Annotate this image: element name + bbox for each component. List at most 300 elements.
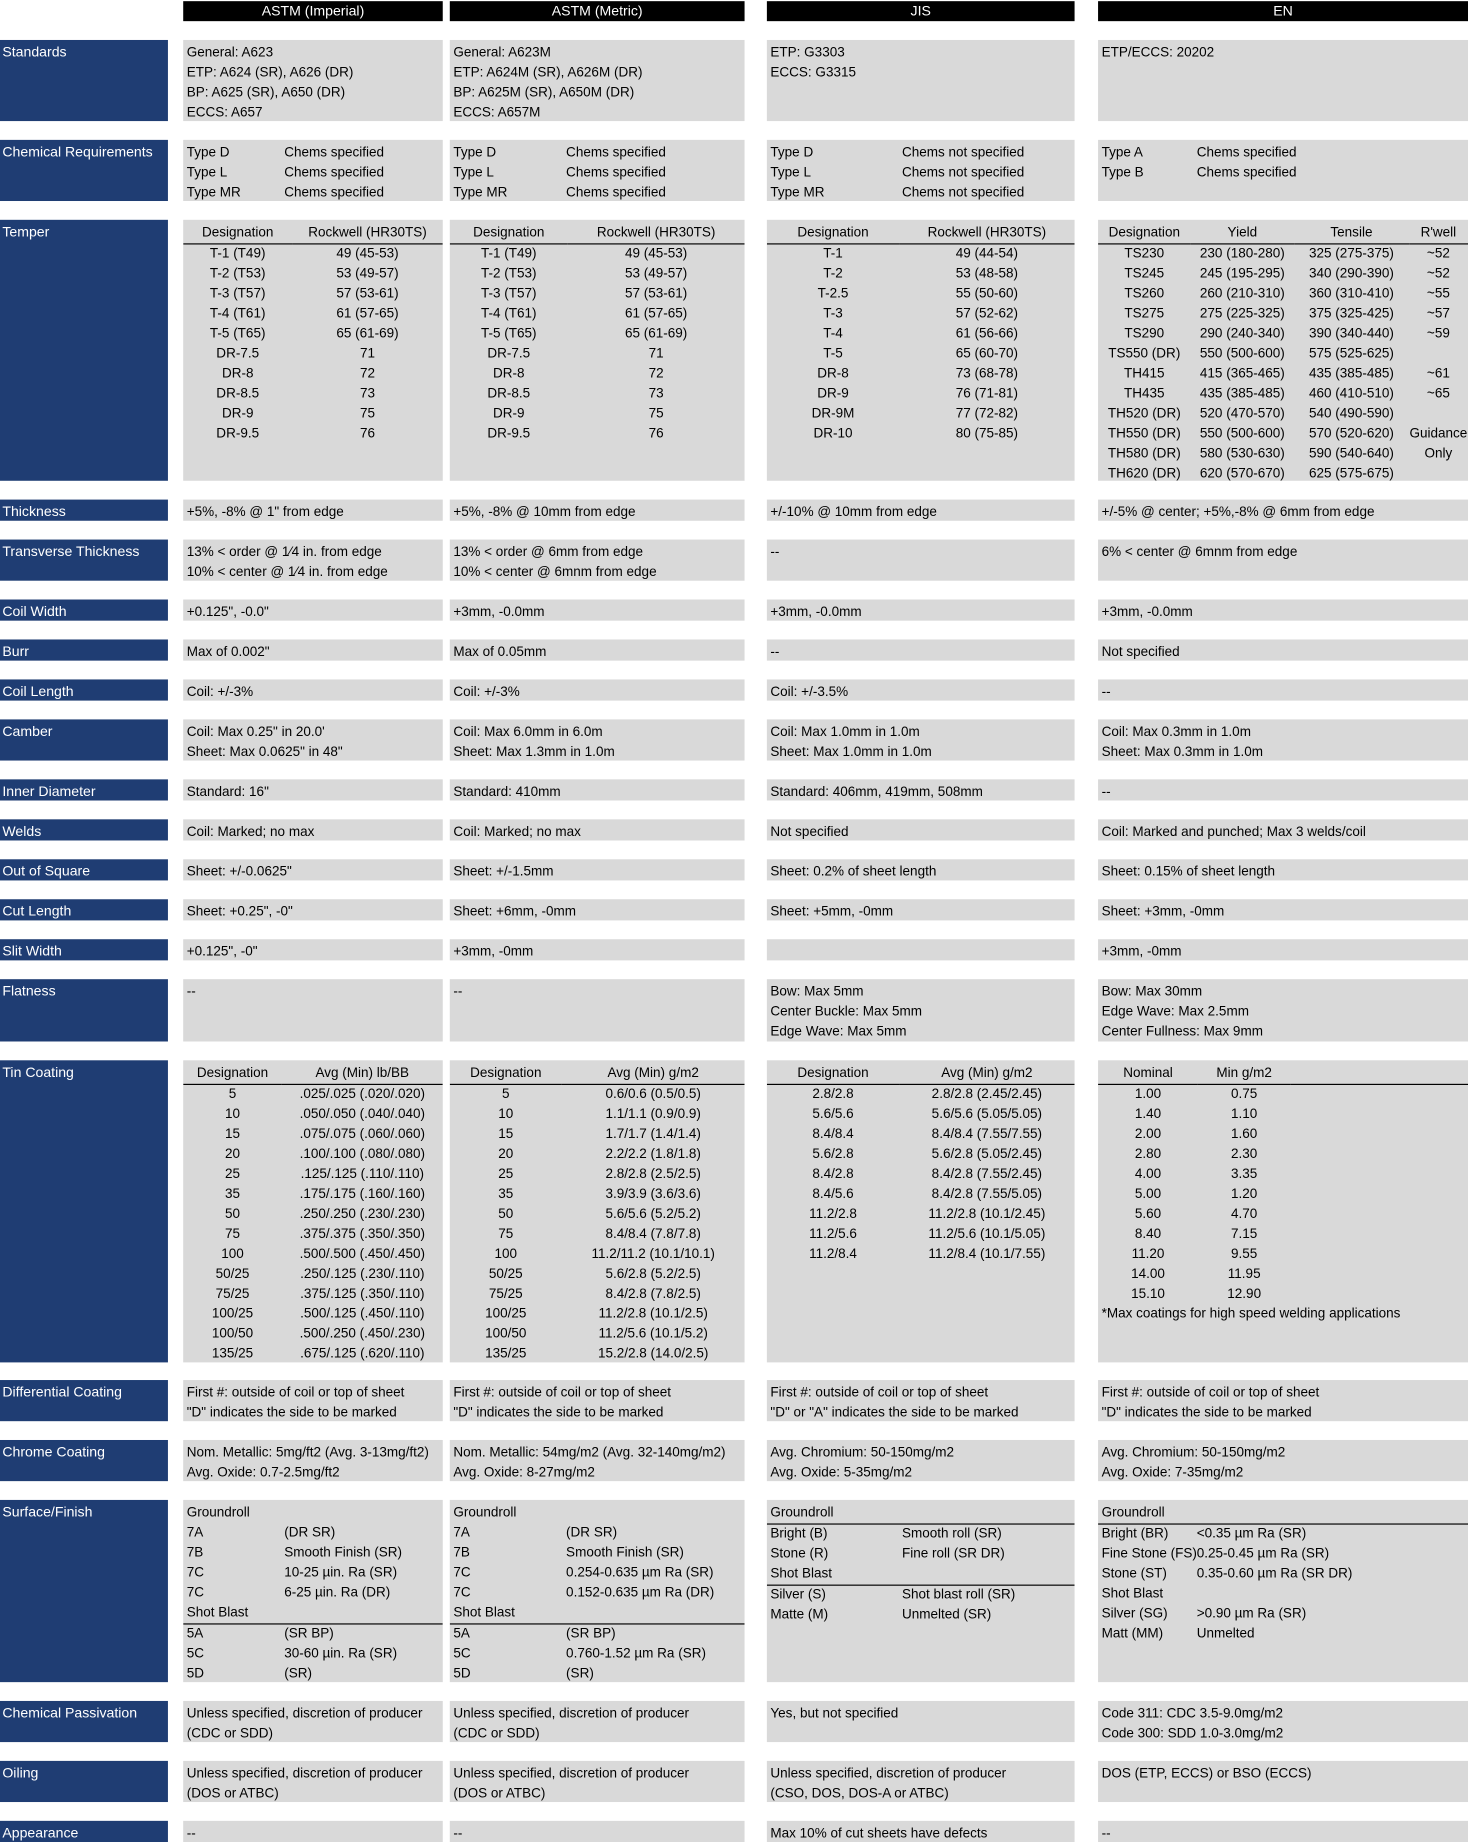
spec-cell <box>450 1761 745 1802</box>
line-text: -- <box>453 1826 463 1841</box>
table-cell: TH415 <box>1124 366 1165 381</box>
spec-cell <box>1098 40 1468 121</box>
spec-cell <box>450 1440 745 1481</box>
table-cell: 75 <box>648 406 664 421</box>
spec-cell <box>450 899 745 920</box>
line-text: Coil: Max 1.0mm in 1.0m <box>770 725 920 740</box>
table-cell: 390 (340-440) <box>1309 326 1394 341</box>
table-cell: 375 (325-425) <box>1309 306 1394 321</box>
row-label: Slit Width <box>0 939 168 960</box>
table-cell: 2.8/2.8 (2.5/2.5) <box>605 1167 701 1182</box>
table-cell: 57 (53-61) <box>336 286 399 301</box>
table-row <box>183 1185 443 1205</box>
line-text: Not specified <box>770 825 849 840</box>
spec-cell <box>450 600 745 621</box>
table-cell: 100/50 <box>485 1327 527 1342</box>
line-text: Type D <box>453 145 497 160</box>
line-text: Max of 0.002" <box>186 645 270 660</box>
table-cell: TH435 <box>1124 386 1165 401</box>
row-label: Coil Width <box>0 600 168 621</box>
spec-line <box>1102 1824 1466 1842</box>
table-header-row <box>183 223 443 244</box>
table-row <box>1098 1185 1468 1205</box>
spec-line <box>187 603 441 621</box>
table-cell: ~65 <box>1426 386 1450 401</box>
table-cell: T-2 (T53) <box>480 266 537 281</box>
table-row <box>450 364 745 384</box>
table-cell: 14.00 <box>1131 1267 1165 1282</box>
table-row <box>1098 364 1468 384</box>
table-header-cell: Tensile <box>1294 223 1409 244</box>
table-row <box>450 1205 745 1225</box>
row-label: Thickness <box>0 500 168 521</box>
table-row <box>183 1225 443 1245</box>
spec-line <box>770 863 1072 881</box>
spec-cell <box>767 220 1075 481</box>
line-text: Yes, but not specified <box>770 1706 899 1721</box>
spec-cell <box>1098 500 1468 521</box>
table-row <box>1098 464 1468 480</box>
spec-cell <box>183 540 443 581</box>
spec-cell <box>767 779 1075 800</box>
spec-line <box>453 603 742 621</box>
table-cell: DR-9.5 <box>216 426 260 441</box>
row-label: Appearance <box>0 1821 168 1842</box>
line-value: Unmelted (SR) <box>901 1608 992 1623</box>
table-row <box>767 264 1075 284</box>
spec-line <box>1102 783 1466 801</box>
table-cell: 5.60 <box>1134 1207 1162 1222</box>
spec-line <box>187 1444 441 1464</box>
table-row <box>1098 264 1468 284</box>
row-label: Coil Length <box>0 679 168 700</box>
spec-line <box>453 103 742 121</box>
spec-cell <box>1098 639 1468 660</box>
line-value: Chems specified <box>566 185 666 200</box>
row-label: Inner Diameter <box>0 779 168 800</box>
line-value: (DR SR) <box>566 1525 618 1540</box>
spec-cell <box>450 1701 745 1742</box>
table-cell: DR-8 <box>817 366 849 381</box>
table-row <box>183 344 443 364</box>
table-cell <box>1409 404 1468 424</box>
line-text: 7C <box>453 1565 471 1580</box>
line-text: ETP: A624 (SR), A626 (DR) <box>186 65 354 80</box>
table-cell: 435 (385-485) <box>1199 386 1285 401</box>
table-row <box>1098 1105 1468 1125</box>
line-text: BP: A625 (SR), A650 (DR) <box>186 85 346 100</box>
table-header-cell: Designation <box>450 1064 562 1085</box>
table-row <box>767 1205 1075 1225</box>
table-row <box>767 244 1075 265</box>
line-text: Unless specified, discretion of producer <box>770 1766 1007 1781</box>
table-cell: 12.90 <box>1227 1287 1262 1302</box>
table-header-row <box>767 1064 1075 1085</box>
table-cell: 325 (275-375) <box>1309 246 1394 261</box>
table-cell: TH520 (DR) <box>1107 406 1181 421</box>
table-cell: 73 <box>359 386 375 401</box>
line-value: Chems not specified <box>901 165 1025 180</box>
table-cell: 49 (45-53) <box>624 246 688 261</box>
spec-line <box>187 163 441 183</box>
line-text: Sheet: +0.25", -0" <box>186 905 293 920</box>
table-row <box>183 1245 443 1265</box>
line-text: Type A <box>1101 145 1143 160</box>
line-value: (SR) <box>284 1666 312 1681</box>
spec-line <box>1102 1704 1466 1724</box>
line-text: Silver (S) <box>770 1588 826 1603</box>
table-cell: T-5 <box>823 346 843 361</box>
line-text: 5D <box>186 1666 204 1681</box>
spec-line <box>453 1463 742 1481</box>
table-cell: TH550 (DR) <box>1107 426 1181 441</box>
row-label: Out of Square <box>0 859 168 880</box>
table-cell: T-4 <box>823 326 843 341</box>
spec-cell <box>450 1821 745 1842</box>
line-value: Chems not specified <box>901 145 1025 160</box>
spec-line <box>453 163 742 183</box>
line-text: 13% < order @ 6mm from edge <box>453 545 644 560</box>
spec-cell <box>183 859 443 880</box>
line-text: Avg. Oxide: 8-27mg/m2 <box>453 1465 595 1480</box>
line-text: Code 300: SDD 1.0-3.0mg/m2 <box>1101 1726 1284 1741</box>
line-text: 13% < order @ 1⁄4 in. from edge <box>186 545 382 560</box>
table-row <box>1098 1205 1468 1225</box>
table-cell: 53 (49-57) <box>624 266 688 281</box>
table-header-cell: Designation <box>183 1064 282 1085</box>
table-row <box>1098 344 1468 364</box>
table-cell: T-1 <box>823 246 843 261</box>
table-cell: DR-8.5 <box>216 386 260 401</box>
line-text: Sheet: Max 0.0625" in 48" <box>186 745 343 760</box>
spec-line <box>1102 863 1466 881</box>
spec-cell <box>1098 540 1468 581</box>
spec-line <box>770 183 1072 201</box>
line-text: Coil: Marked; no max <box>186 825 315 840</box>
spec-line <box>453 1404 742 1422</box>
spec-table <box>450 1064 745 1363</box>
spec-line <box>453 903 742 921</box>
table-cell: 245 (195-295) <box>1199 266 1285 281</box>
line-text: +3mm, -0.0mm <box>1101 605 1193 620</box>
table-cell: 2.00 <box>1134 1127 1162 1142</box>
line-value: 0.760-1.52 µm Ra (SR) <box>566 1646 706 1661</box>
spec-line <box>187 1543 441 1563</box>
table-row <box>183 324 443 344</box>
line-text: Shot Blast <box>186 1605 249 1620</box>
table-cell: 35 <box>498 1187 514 1202</box>
line-text: +5%, -8% @ 10mm from edge <box>453 505 636 520</box>
spec-cell <box>767 859 1075 880</box>
spec-cell <box>183 1380 443 1421</box>
table-row <box>183 304 443 324</box>
line-text: Coil: Max 0.3mm in 1.0m <box>1101 725 1251 740</box>
table-cell: 53 (48-58) <box>955 266 1019 281</box>
table-row <box>1098 1145 1468 1165</box>
line-value: Chems specified <box>1196 165 1297 180</box>
line-value: (SR BP) <box>284 1626 334 1641</box>
spec-line <box>770 1463 1072 1481</box>
spec-cell <box>450 40 745 121</box>
table-cell: .375/.375 (.350/.350) <box>299 1227 425 1242</box>
line-text: Type MR <box>770 185 825 200</box>
spec-line <box>770 903 1072 921</box>
spec-cell <box>183 600 443 621</box>
line-text: -- <box>186 985 196 1000</box>
table-cell: 10 <box>498 1107 514 1122</box>
table-cell: .500/.500 (.450/.450) <box>299 1247 425 1262</box>
spec-line <box>770 1764 1072 1784</box>
spec-line <box>453 1784 742 1802</box>
table-cell: TS230 <box>1124 246 1165 261</box>
line-value: Chems not specified <box>901 185 1025 200</box>
table-cell: ~52 <box>1426 266 1450 281</box>
table-cell: 460 (410-510) <box>1309 386 1394 401</box>
table-cell: .125/.125 (.110/.110) <box>300 1167 424 1182</box>
line-text: Center Fullness: Max 9mm <box>1101 1025 1263 1040</box>
table-header-row <box>767 223 1075 244</box>
spec-cell <box>1098 1701 1468 1742</box>
line-text: Matt (MM) <box>1101 1626 1164 1641</box>
line-text: 5D <box>453 1666 471 1681</box>
spec-cell <box>767 1701 1075 1742</box>
table-header-cell: Designation <box>1098 223 1190 244</box>
spec-line <box>450 1623 745 1644</box>
spec-table <box>1098 1064 1468 1305</box>
spec-cell <box>1098 719 1468 760</box>
line-text: -- <box>770 545 780 560</box>
table-cell: DR-9.5 <box>487 426 531 441</box>
table-cell: 8.4/2.8 (7.55/5.05) <box>931 1187 1043 1202</box>
spec-line <box>187 903 441 921</box>
spec-line <box>453 1563 742 1583</box>
line-value: Unmelted <box>1196 1626 1255 1641</box>
spec-line <box>1102 743 1466 761</box>
line-text: -- <box>186 1826 196 1841</box>
line-text: Bow: Max 5mm <box>770 985 864 1000</box>
spec-line <box>187 823 441 841</box>
table-cell: 8.4/8.4 (7.8/7.8) <box>605 1227 701 1242</box>
spec-line <box>770 1545 1072 1565</box>
spec-line <box>187 683 441 701</box>
table-cell: 520 (470-570) <box>1199 406 1285 421</box>
table-cell: ~55 <box>1426 286 1450 301</box>
table-cell: 35 <box>224 1187 241 1202</box>
spec-line <box>1102 1463 1466 1481</box>
spec-line <box>453 83 742 103</box>
spec-line <box>183 1623 443 1644</box>
spec-cell <box>1098 899 1468 920</box>
line-text: 6% < center @ 6mnm from edge <box>1101 545 1298 560</box>
line-text: Edge Wave: Max 5mm <box>770 1025 907 1040</box>
line-value: 0.254-0.635 µm Ra (SR) <box>566 1565 714 1580</box>
spec-line <box>1102 543 1466 563</box>
spec-line <box>187 543 441 563</box>
table-row <box>183 284 443 304</box>
spec-table <box>1098 223 1468 480</box>
line-text: Coil: Marked; no max <box>453 825 581 840</box>
line-text: Standard: 406mm, 419mm, 508mm <box>770 785 983 800</box>
table-cell: 275 (225-325) <box>1199 306 1285 321</box>
spec-line <box>187 1665 441 1683</box>
spec-cell <box>1098 1060 1468 1362</box>
table-cell: 77 (72-82) <box>955 406 1019 421</box>
line-text: Bow: Max 30mm <box>1101 985 1203 1000</box>
table-cell: 135/25 <box>485 1347 527 1362</box>
line-text: Unless specified, discretion of producer <box>453 1706 690 1721</box>
table-row <box>183 1345 443 1363</box>
table-row <box>450 1325 745 1345</box>
line-value: (SR) <box>566 1666 594 1681</box>
spec-line <box>770 1784 1072 1802</box>
spec-line <box>770 1384 1072 1404</box>
table-cell: 75 <box>498 1227 514 1242</box>
line-text: Groundroll <box>186 1505 250 1520</box>
spec-table <box>450 223 745 444</box>
line-text: (CSO, DOS, DOS-A or ATBC) <box>770 1786 949 1801</box>
line-text: Sheet: +6mm, -0mm <box>453 905 577 920</box>
table-row <box>450 1145 745 1165</box>
spec-cell <box>1098 679 1468 700</box>
table-cell <box>1290 1225 1468 1245</box>
line-text: 5A <box>186 1626 204 1641</box>
line-text: +3mm, -0mm <box>453 945 534 960</box>
table-header-cell: Rockwell (HR30TS) <box>899 223 1074 244</box>
table-cell: 65 (61-69) <box>624 326 688 341</box>
row-label: Cut Length <box>0 899 168 920</box>
line-text: Stone (ST) <box>1101 1566 1167 1582</box>
table-row <box>1098 384 1468 404</box>
table-cell: 290 (240-340) <box>1199 326 1285 341</box>
spec-cell <box>767 899 1075 920</box>
spec-line <box>767 1523 1075 1544</box>
table-cell: 8.40 <box>1134 1227 1162 1242</box>
spec-cell <box>1098 220 1468 481</box>
table-row <box>450 244 745 265</box>
line-text: Silver (SG) <box>1101 1606 1168 1622</box>
spec-cell <box>450 140 745 201</box>
table-cell: 11.2/2.8 (10.1/2.5) <box>598 1307 708 1322</box>
spec-cell <box>450 220 745 481</box>
table-cell <box>1290 1145 1468 1165</box>
table-cell <box>1290 1245 1468 1265</box>
spec-line <box>770 1444 1072 1464</box>
table-cell: T-4 (T61) <box>480 306 537 321</box>
table-row <box>183 1165 443 1185</box>
spec-line <box>1098 1523 1468 1544</box>
line-text: Sheet: +/-1.5mm <box>453 865 554 880</box>
line-text: Avg. Oxide: 5-35mg/m2 <box>770 1465 913 1480</box>
table-cell: 71 <box>648 346 664 361</box>
table-row <box>450 1245 745 1265</box>
spec-cell <box>183 1821 443 1842</box>
table-cell: 4.00 <box>1134 1167 1162 1182</box>
table-row <box>450 1265 745 1285</box>
table-row <box>450 304 745 324</box>
spec-line <box>453 1583 742 1603</box>
line-text: Sheet: Max 1.3mm in 1.0m <box>453 745 615 760</box>
spec-line <box>453 63 742 83</box>
line-text: Edge Wave: Max 2.5mm <box>1101 1005 1249 1020</box>
spec-line <box>1102 1565 1466 1585</box>
spec-cell <box>767 500 1075 521</box>
table-row <box>1098 444 1468 464</box>
table-cell <box>1290 1265 1468 1285</box>
spec-table <box>183 1064 443 1363</box>
table-row <box>1098 324 1468 344</box>
table-cell: 2.80 <box>1134 1147 1162 1162</box>
table-cell: .675/.125 (.620/.110) <box>300 1347 425 1362</box>
table-cell: 75/25 <box>215 1287 250 1302</box>
table-row <box>767 1245 1075 1265</box>
table-row <box>1098 244 1468 265</box>
table-cell <box>1290 1125 1468 1145</box>
spec-cell <box>450 779 745 800</box>
table-cell: 435 (385-485) <box>1309 366 1394 381</box>
table-cell: 8.4/8.4 (7.55/7.55) <box>931 1127 1043 1142</box>
line-text: Groundroll <box>453 1505 517 1520</box>
line-text: Coil: Marked and punched; Max 3 welds/coil <box>1101 825 1366 840</box>
table-cell: T-2 <box>823 266 843 281</box>
table-header-cell: R'well <box>1409 223 1468 244</box>
line-text: +/-5% @ center; +5%,-8% @ 6mm from edge <box>1101 505 1375 520</box>
line-text: Nom. Metallic: 54mg/m2 (Avg. 32-140mg/m2) <box>453 1445 726 1460</box>
spec-cell <box>1098 1440 1468 1481</box>
table-row <box>450 344 745 364</box>
table-note: *Max coatings for high speed welding applications <box>1101 1307 1401 1322</box>
spec-line <box>187 1764 441 1784</box>
table-cell: 540 (490-590) <box>1309 406 1394 421</box>
line-value: Chems specified <box>284 185 385 200</box>
spec-line <box>187 723 441 743</box>
line-text: +0.125", -0" <box>186 945 258 960</box>
table-cell: TS550 (DR) <box>1108 346 1181 361</box>
spec-line <box>770 163 1072 183</box>
line-text: +5%, -8% @ 1" from edge <box>186 505 344 520</box>
line-text: (CDC or SDD) <box>453 1726 540 1741</box>
spec-cell <box>1098 819 1468 840</box>
column-header: ASTM (Metric) <box>450 1 745 21</box>
line-text: DOS (ETP, ECCS) or BSO (ECCS) <box>1101 1766 1312 1781</box>
row-label: Differential Coating <box>0 1380 168 1421</box>
spec-cell <box>1098 859 1468 880</box>
table-cell: 580 (530-630) <box>1199 446 1285 461</box>
table-row <box>1098 304 1468 324</box>
spec-line <box>187 983 441 1003</box>
spec-line <box>770 43 1072 63</box>
spec-line <box>1102 43 1466 63</box>
spec-line <box>770 723 1072 743</box>
spec-line <box>770 643 1072 661</box>
spec-line <box>1102 1384 1466 1404</box>
spec-cell <box>450 859 745 880</box>
table-row <box>450 1285 745 1305</box>
line-text: Center Buckle: Max 5mm <box>770 1005 923 1020</box>
line-value: Chems specified <box>566 165 666 180</box>
spec-line <box>187 1404 441 1422</box>
table-cell: 11.2/11.2 (10.1/10.1) <box>591 1247 715 1262</box>
spec-line <box>453 503 742 521</box>
table-cell: 25 <box>224 1167 241 1182</box>
spec-cell <box>767 639 1075 660</box>
line-text: BP: A625M (SR), A650M (DR) <box>453 85 635 100</box>
table-cell: T-2.5 <box>817 286 849 301</box>
spec-cell <box>450 719 745 760</box>
line-text: First #: outside of coil or top of sheet <box>453 1385 672 1401</box>
line-text: "D" indicates the side to be marked <box>453 1405 664 1421</box>
spec-line <box>767 1585 1075 1606</box>
spec-cell <box>767 1761 1075 1802</box>
